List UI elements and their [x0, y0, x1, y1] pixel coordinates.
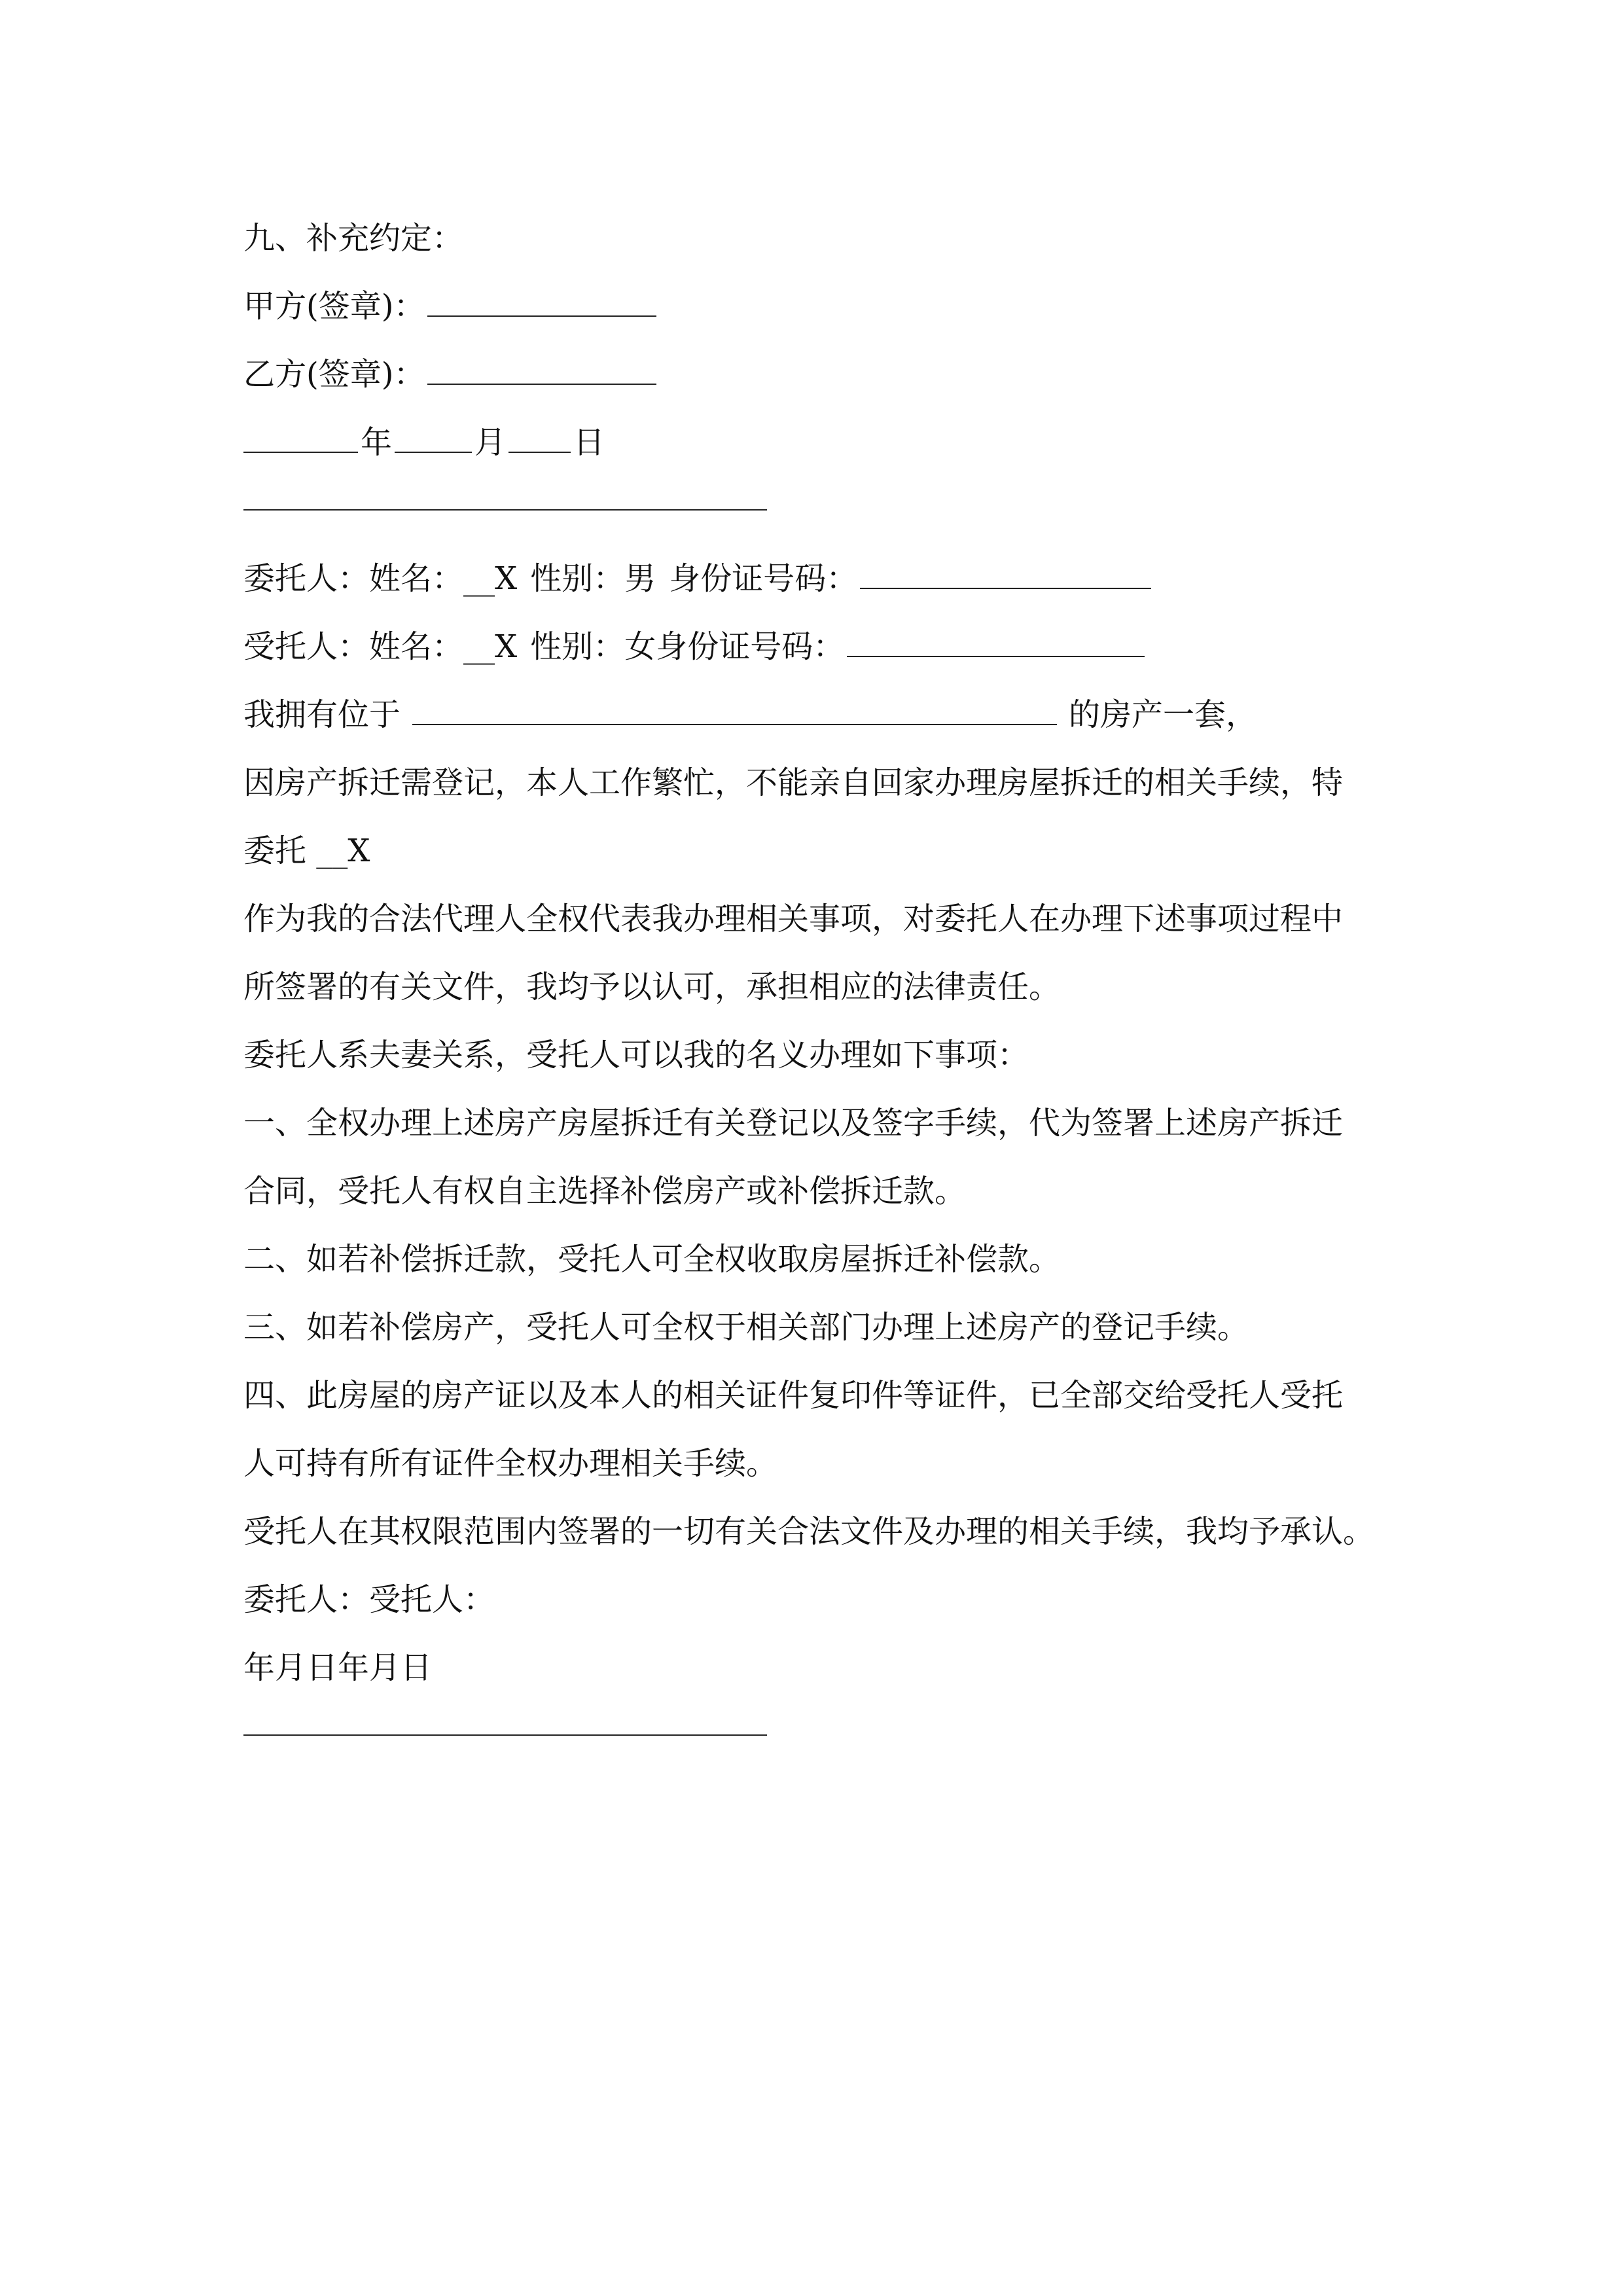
closing-divider — [243, 1702, 1421, 1770]
party-a-signature-line — [243, 272, 1421, 340]
supplement-date-line — [243, 408, 1421, 476]
principal-id-blank — [860, 562, 1151, 589]
agent-id-blank — [847, 630, 1145, 657]
principal-role: 委托人： — [243, 560, 370, 597]
principal-name: 姓名：__X — [369, 560, 518, 597]
relation-line: 委托人系夫妻关系，受托人可以我的名义办理如下事项： — [243, 1037, 1029, 1073]
authority-line-1: 作为我的合法代理人全权代表我办理相关事项，对委托人在办理下述事项过程中 — [243, 901, 1344, 937]
day-label: 日 — [573, 424, 605, 461]
item-1-line-2: 合同，受托人有权自主选择补偿房产或补偿拆迁款。 — [243, 1173, 967, 1210]
item-4-line-2: 人可持有所有证件全权办理相关手续。 — [243, 1445, 778, 1482]
item-4-line-1: 四、此房屋的房产证以及本人的相关证件复印件等证件，已全部交给受托人受托 — [243, 1377, 1344, 1414]
signature-dates-line: 年月日年月日 — [243, 1649, 433, 1686]
agent-gender-id-label: 性别：女身份证号码： — [530, 628, 845, 665]
supplement-heading: 九、补充约定： — [243, 220, 464, 257]
reason-line-1: 因房产拆迁需登记，本人工作繁忙，不能亲自回家办理房屋拆迁的相关手续，特 — [243, 764, 1344, 801]
agent-role: 受托人： — [243, 628, 370, 665]
principal-gender: 性别：男 — [530, 560, 656, 597]
principal-id-label: 身份证号码： — [669, 560, 858, 597]
principal-info-line — [243, 545, 1421, 613]
document-body — [243, 204, 1421, 1770]
party-b-signature-blank — [427, 357, 656, 385]
authority-line-2: 所签署的有关文件，我均予以认可，承担相应的法律责任。 — [243, 969, 1061, 1005]
month-label: 月 — [474, 424, 507, 461]
reason-line-2: 委托 __X — [243, 833, 370, 869]
section-divider — [243, 476, 1421, 545]
item-3-line: 三、如若补偿房产，受托人可全权于相关部门办理上述房产的登记手续。 — [243, 1309, 1249, 1346]
property-address-blank — [412, 698, 1057, 725]
party-a-label: 甲方(签章)： — [243, 288, 425, 325]
property-suffix: 的房产一套， — [1069, 696, 1258, 733]
item-1-line-1: 一、全权办理上述房产房屋拆迁有关登记以及签字手续，代为签署上述房产拆迁 — [243, 1105, 1344, 1141]
party-b-label: 乙方(签章)： — [243, 356, 425, 393]
day-blank — [508, 425, 571, 453]
year-blank — [243, 425, 358, 453]
item-2-line: 二、如若补偿拆迁款，受托人可全权收取房屋拆迁补偿款。 — [243, 1241, 1061, 1278]
year-label: 年 — [361, 424, 393, 461]
agent-info-line — [243, 613, 1421, 681]
party-a-signature-blank — [427, 289, 656, 317]
property-prefix: 我拥有位于 — [243, 696, 401, 733]
property-line — [243, 681, 1421, 749]
acknowledgement-line: 受托人在其权限范围内签署的一切有关合法文件及办理的相关手续，我均予承认。 — [243, 1513, 1375, 1550]
party-b-signature-line — [243, 340, 1421, 408]
agent-name: 姓名：__X — [369, 628, 518, 665]
signatures-line: 委托人：受托人： — [243, 1581, 495, 1618]
month-blank — [395, 425, 472, 453]
